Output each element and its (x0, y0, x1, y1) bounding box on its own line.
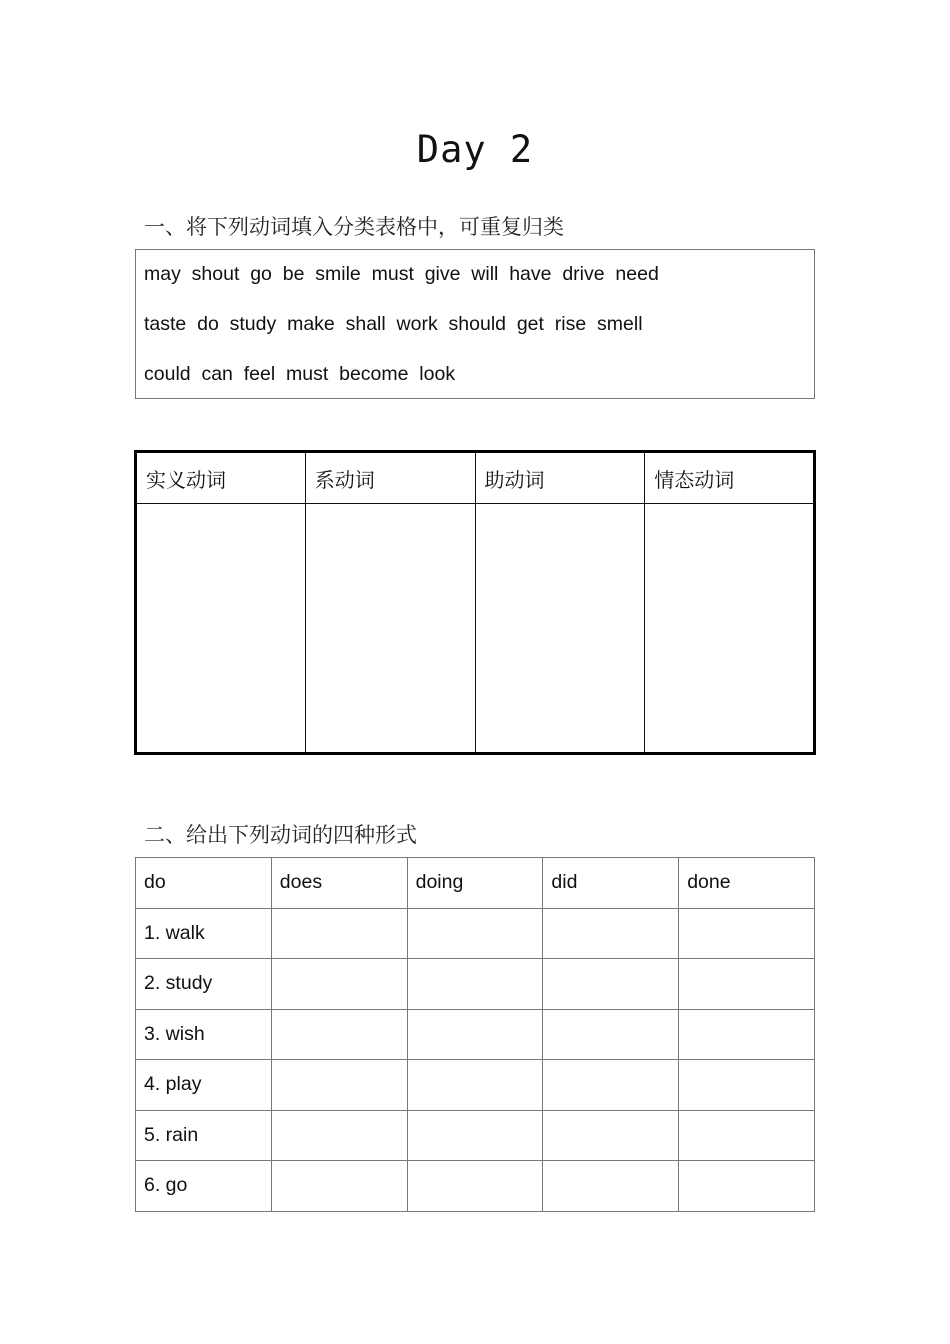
verb-cell: 2. study (136, 959, 272, 1010)
category-answer-cell[interactable] (305, 504, 475, 754)
category-header: 系动词 (305, 452, 475, 504)
category-header: 助动词 (475, 452, 645, 504)
answer-cell[interactable] (543, 908, 679, 959)
section-2-heading: 二、给出下列动词的四种形式 (144, 823, 417, 847)
word-bank-box (135, 249, 815, 399)
forms-column-header: does (271, 858, 407, 909)
forms-column-header: doing (407, 858, 543, 909)
answer-cell[interactable] (679, 1110, 815, 1161)
page-title: Day 2 (416, 128, 534, 171)
verb-cell: 5. rain (136, 1110, 272, 1161)
category-answer-cell[interactable] (475, 504, 645, 754)
answer-cell[interactable] (271, 1009, 407, 1060)
answer-cell[interactable] (679, 959, 815, 1010)
category-answer-cell[interactable] (136, 504, 306, 754)
answer-cell[interactable] (543, 1161, 679, 1212)
answer-cell[interactable] (407, 908, 543, 959)
answer-cell[interactable] (271, 1060, 407, 1111)
answer-cell[interactable] (271, 1110, 407, 1161)
answer-cell[interactable] (407, 1060, 543, 1111)
verb-cell: 6. go (136, 1161, 272, 1212)
verb-cell: 1. walk (136, 908, 272, 959)
answer-cell[interactable] (271, 1161, 407, 1212)
table-row (136, 1060, 815, 1111)
answer-cell[interactable] (679, 1009, 815, 1060)
answer-cell[interactable] (271, 959, 407, 1010)
answer-cell[interactable] (543, 1110, 679, 1161)
table-row (136, 1009, 815, 1060)
answer-cell[interactable] (679, 1161, 815, 1212)
word-bank-line: may shout go be smile must give will have drive need (144, 263, 659, 285)
answer-cell[interactable] (271, 908, 407, 959)
answer-cell[interactable] (679, 908, 815, 959)
forms-column-header: do (136, 858, 272, 909)
category-header: 情态动词 (645, 452, 815, 504)
answer-cell[interactable] (543, 1009, 679, 1060)
table-row (136, 1110, 815, 1161)
verb-category-table (134, 450, 816, 755)
table-row (136, 1161, 815, 1212)
verb-forms-table (135, 857, 815, 1212)
answer-cell[interactable] (543, 959, 679, 1010)
word-bank-line: could can feel must become look (144, 363, 456, 385)
forms-column-header: did (543, 858, 679, 909)
table-row (136, 959, 815, 1010)
answer-cell[interactable] (679, 1060, 815, 1111)
category-header: 实义动词 (136, 452, 306, 504)
answer-cell[interactable] (407, 1009, 543, 1060)
section-1-heading: 一、将下列动词填入分类表格中，可重复归类 (144, 215, 564, 239)
answer-cell[interactable] (407, 1161, 543, 1212)
answer-cell[interactable] (407, 959, 543, 1010)
table-row (136, 908, 815, 959)
forms-column-header: done (679, 858, 815, 909)
answer-cell[interactable] (407, 1110, 543, 1161)
verb-cell: 4. play (136, 1060, 272, 1111)
verb-cell: 3. wish (136, 1009, 272, 1060)
word-bank-line: taste do study make shall work should get rise smell (144, 313, 643, 335)
answer-cell[interactable] (543, 1060, 679, 1111)
category-answer-cell[interactable] (645, 504, 815, 754)
